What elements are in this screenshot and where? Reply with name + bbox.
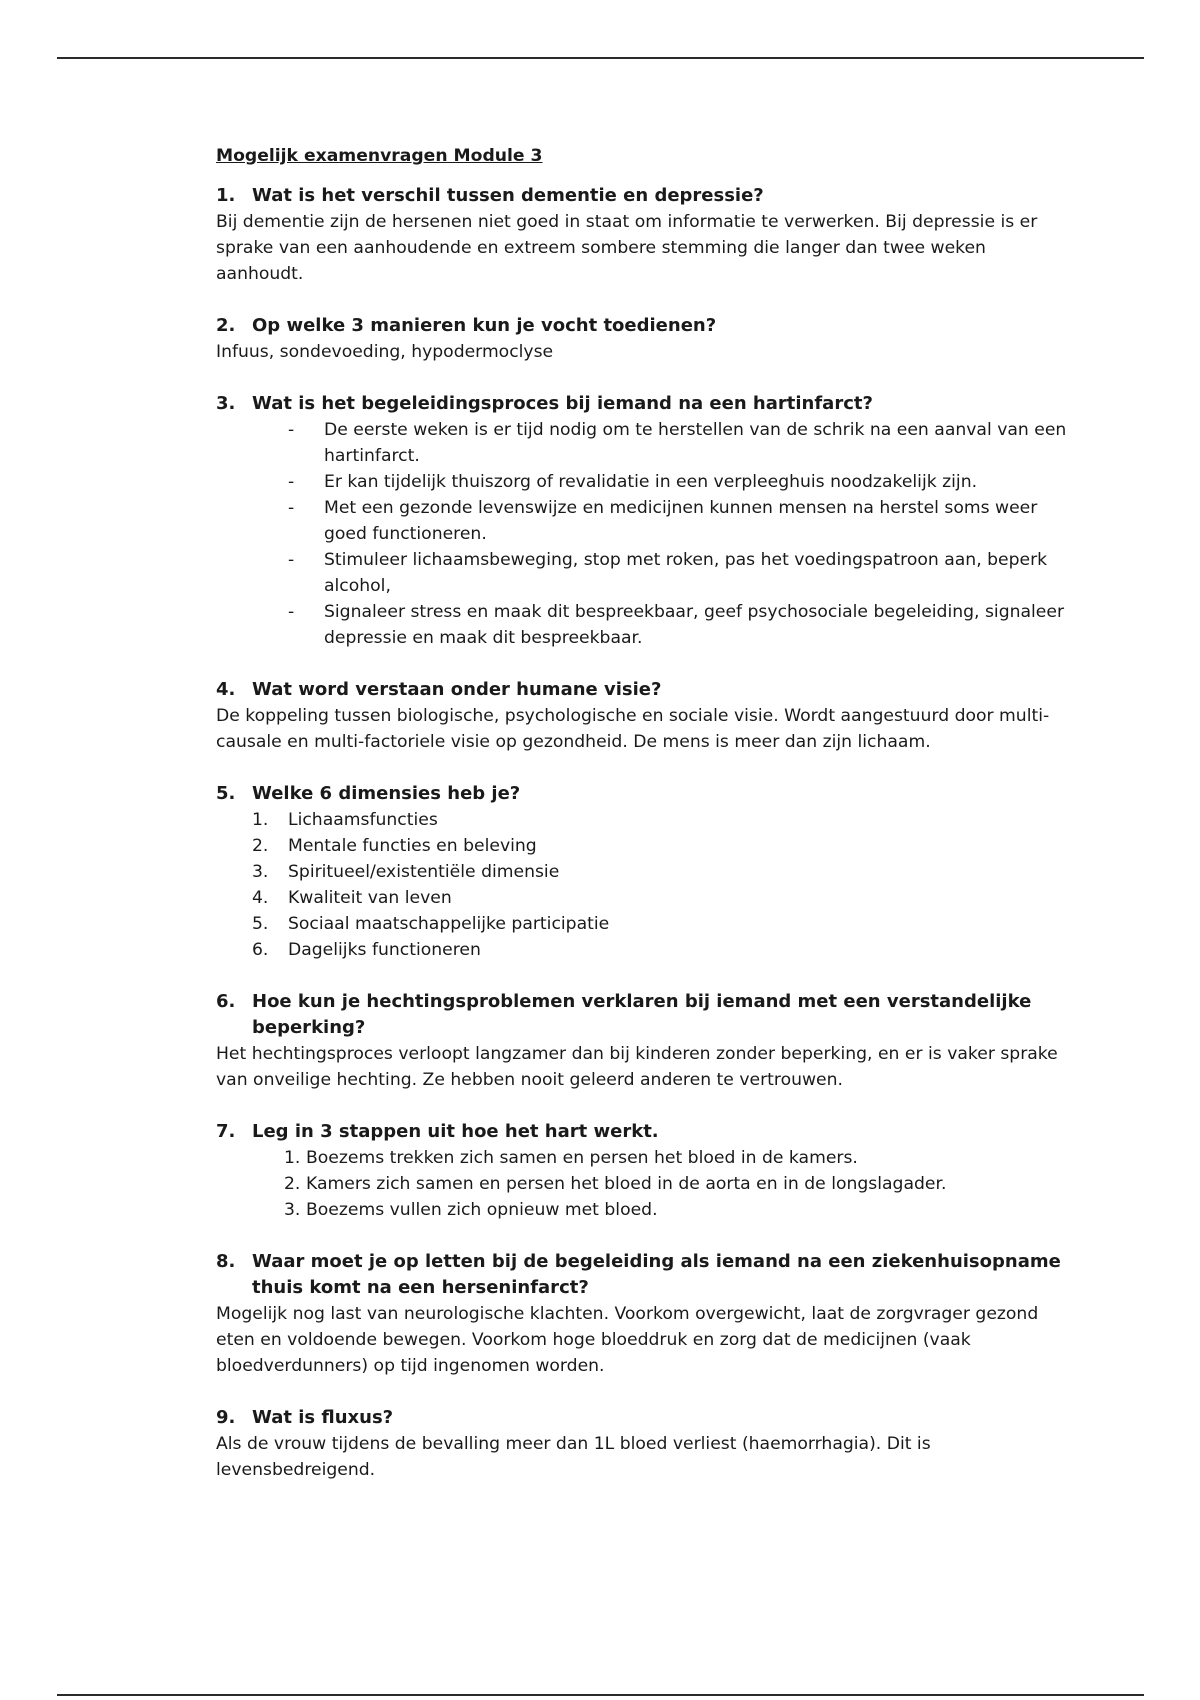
list-item	[284, 1171, 1076, 1197]
question-number: 9.	[216, 1407, 236, 1428]
answer-text: Als de vrouw tijdens de bevalling meer dan 1L bloed verliest (haemorrhagia). Dit is levensbedreigend.	[216, 1434, 931, 1480]
question-heading	[216, 1119, 1076, 1145]
list-item-text: Lichaamsfuncties	[288, 810, 438, 830]
question-heading	[216, 313, 1076, 339]
question-3	[216, 391, 1076, 651]
question-number: 4.	[216, 679, 236, 700]
question-number: 6.	[216, 991, 236, 1012]
list-item-number: 2.	[284, 1174, 301, 1194]
question-heading	[216, 1249, 1076, 1301]
question-text: Welke 6 dimensies heb je?	[252, 783, 521, 804]
question-text: Wat is fluxus?	[252, 1407, 394, 1428]
question-text: Leg in 3 stappen uit hoe het hart werkt.	[252, 1121, 659, 1142]
question-heading	[216, 781, 1076, 807]
list-item	[252, 807, 1076, 833]
bullet-list	[216, 417, 1076, 651]
list-item	[252, 937, 1076, 963]
list-item-text: Kamers zich samen en persen het bloed in de aorta en in de longslagader.	[306, 1174, 947, 1194]
question-heading	[216, 1405, 1076, 1431]
question-text: Op welke 3 manieren kun je vocht toedienen?	[252, 315, 717, 336]
answer-text: De koppeling tussen biologische, psychologische en sociale visie. Wordt aangestuurd door multi-causale en multi-factoriele visie op gezondheid. De mens is meer dan zijn lichaam.	[216, 706, 1050, 752]
answer-text: Mogelijk nog last van neurologische klachten. Voorkom overgewicht, laat de zorgvrager gezond eten en voldoende bewegen. Voorkom hoge bloeddruk en zorg dat de medicijnen (vaak bloedverdunners) op tijd ingenomen worden.	[216, 1304, 1039, 1376]
question-text: Wat word verstaan onder humane visie?	[252, 679, 662, 700]
question-heading	[216, 989, 1076, 1041]
list-item	[252, 885, 1076, 911]
list-item-text: Mentale functies en beleving	[288, 836, 537, 856]
numbered-list	[216, 1145, 1076, 1223]
answer-text: Bij dementie zijn de hersenen niet goed in staat om informatie te verwerken. Bij depressie is er sprake van een aanhoudende en extreem sombere stemming die langer dan twee weken aanhoudt.	[216, 212, 1038, 284]
question-heading	[216, 677, 1076, 703]
list-item-number: 4.	[252, 888, 269, 908]
list-item-text: Kwaliteit van leven	[288, 888, 452, 908]
question-number: 7.	[216, 1121, 236, 1142]
list-item: - Er kan tijdelijk thuiszorg of revalidatie in een verpleeghuis noodzakelijk zijn.	[288, 469, 1076, 495]
list-item-number: 1.	[252, 810, 269, 830]
list-item: - Stimuleer lichaamsbeweging, stop met roken, pas het voedingspatroon aan, beperk alcohol,	[288, 547, 1076, 599]
list-item-number: 6.	[252, 940, 269, 960]
bottom-horizontal-rule	[57, 1694, 1144, 1696]
question-number: 1.	[216, 185, 236, 206]
answer-text: Het hechtingsproces verloopt langzamer dan bij kinderen zonder beperking, en er is vaker sprake van onveilige hechting. Ze hebben nooit geleerd anderen te vertrouwen.	[216, 1044, 1058, 1090]
list-item	[252, 859, 1076, 885]
question-7	[216, 1119, 1076, 1223]
question-heading	[216, 183, 1076, 209]
list-item	[284, 1197, 1076, 1223]
document-title: Mogelijk examenvragen Module 3	[216, 146, 543, 166]
list-item-number: 3.	[252, 862, 269, 882]
question-6	[216, 989, 1076, 1093]
question-text: Waar moet je op letten bij de begeleiding als iemand na een ziekenhuisopname thuis komt na een herseninfarct?	[252, 1251, 1061, 1298]
list-item-number: 3.	[284, 1200, 301, 1220]
question-number: 2.	[216, 315, 236, 336]
answer-text: Infuus, sondevoeding, hypodermoclyse	[216, 342, 554, 362]
list-item: - Met een gezonde levenswijze en medicijnen kunnen mensen na herstel soms weer goed functioneren.	[288, 495, 1076, 547]
document-body	[216, 143, 1076, 1509]
top-horizontal-rule	[57, 57, 1144, 59]
question-2	[216, 313, 1076, 365]
numbered-list	[216, 807, 1076, 963]
question-heading	[216, 391, 1076, 417]
list-item-number: 5.	[252, 914, 269, 934]
question-8	[216, 1249, 1076, 1379]
list-item-text: Spiritueel/existentiële dimensie	[288, 862, 560, 882]
question-number: 3.	[216, 393, 236, 414]
list-item-number: 2.	[252, 836, 269, 856]
question-number: 5.	[216, 783, 236, 804]
list-item: - De eerste weken is er tijd nodig om te herstellen van de schrik na een aanval van een hartinfarct.	[288, 417, 1076, 469]
question-text: Hoe kun je hechtingsproblemen verklaren bij iemand met een verstandelijke beperking?	[252, 991, 1032, 1038]
list-item	[252, 911, 1076, 937]
list-item	[252, 833, 1076, 859]
question-9	[216, 1405, 1076, 1483]
list-item-text: Boezems vullen zich opnieuw met bloed.	[306, 1200, 658, 1220]
list-item	[284, 1145, 1076, 1171]
list-item-text: Dagelijks functioneren	[288, 940, 481, 960]
question-text: Wat is het begeleidingsproces bij iemand na een hartinfarct?	[252, 393, 873, 414]
question-text: Wat is het verschil tussen dementie en depressie?	[252, 185, 764, 206]
question-1	[216, 183, 1076, 287]
question-5	[216, 781, 1076, 963]
list-item: - Signaleer stress en maak dit bespreekbaar, geef psychosociale begeleiding, signaleer depressie en maak dit bespreekbaar.	[288, 599, 1076, 651]
question-number: 8.	[216, 1251, 236, 1272]
list-item-text: Boezems trekken zich samen en persen het bloed in de kamers.	[306, 1148, 858, 1168]
list-item-text: Sociaal maatschappelijke participatie	[288, 914, 610, 934]
list-item-number: 1.	[284, 1148, 301, 1168]
question-4	[216, 677, 1076, 755]
